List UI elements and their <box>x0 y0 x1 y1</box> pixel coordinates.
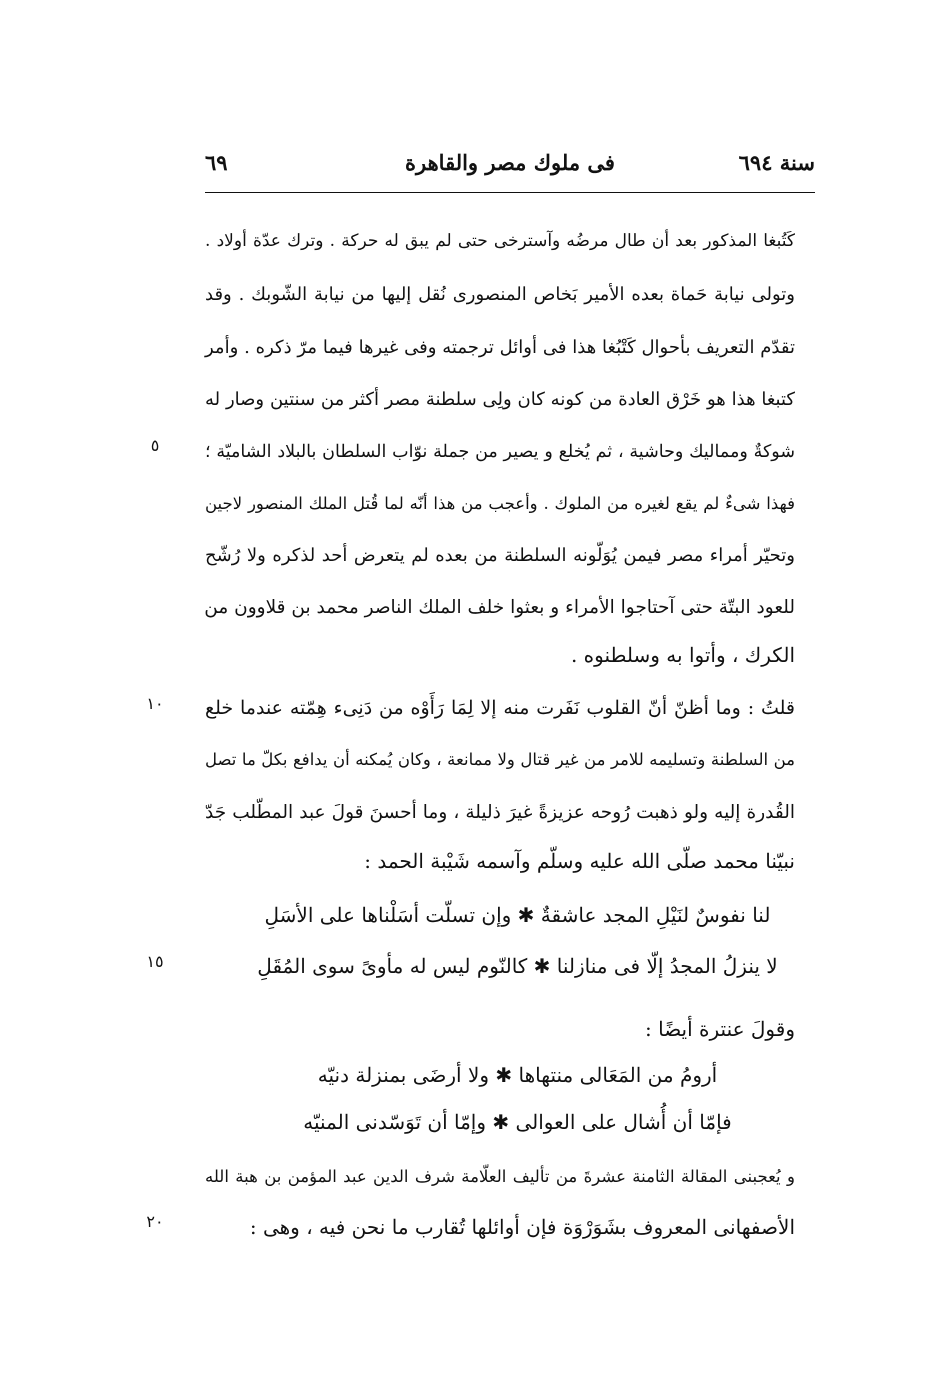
text-line: القُدرة إليه ولو ذهبت رُوحه عزيزةً غيرَ ذليلة ، وما أحسنَ قولَ عبد المطّلب جَدّ <box>205 802 795 823</box>
text-line: كَتُبغا المذكور بعد أن طال مرضُه وآسترخى حتى لم يبق له حركة . وترك عدّة أولاد . <box>205 231 795 251</box>
text-line: فهذا شىءٌ لم يقع لغيره من الملوك . وأعجب من هذا أنّه لما قُتل الملك المنصور لاجين <box>205 494 795 513</box>
line-number: ٢٠ <box>146 1212 164 1231</box>
text-line: نبيّنا محمد صلّى الله عليه وسلّم وآسمه شَيْبة الحمد : <box>364 849 795 873</box>
text-line: الأصفهانى المعروف بشَوَرْوَة فإن أوائلها تُقارب ما نحن فيه ، وهى : <box>249 1215 795 1239</box>
header-title: فى ملوك مصر والقاهرة <box>405 150 615 175</box>
text-line: وقولَ عنترة أيضًا : <box>645 1017 795 1041</box>
page-header <box>205 150 815 190</box>
verse-line: لنا نفوسٌ لنَيْلِ المجد عاشقةٌ ✱ وإن تسلّت أسَلْناها على الأسَلِ <box>264 903 771 927</box>
text-line: وتولى نيابة حَماة بعده الأمير بَخاص المنصورى نُقل إليها من نيابة الشّوبك . وقد <box>205 284 795 305</box>
line-number: ١٥ <box>146 952 164 971</box>
text-line: وتحيّر أمراء مصر فيمن يُوَلّونه السلطنة من بعده لم يتعرض أحد لذكره ولا رُشّح <box>205 545 795 566</box>
page-number: ٦٩ <box>205 150 228 175</box>
text-line: من السلطنة وتسليمه للامر من غير قتال ولا ممانعة ، وكان يُمكنه أن يدافع بكلّ ما تصل <box>205 750 795 769</box>
text-line: شوكةٌ ومماليك وحاشية ، ثم يُخلع و يصير من جملة نوّاب السلطان بالبلاد الشاميّة ؛ <box>205 442 795 462</box>
text-line: للعود البتّة حتى آحتاجوا الأمراء و بعثوا خلف الملك الناصر محمد بن قلاوون من <box>204 597 795 618</box>
text-line: قلتُ : وما أظنّ أنّ القلوب نَفَرت منه إلا لِمَا رَأَوْه من دَنِىء هِمّته عندما خلع <box>205 697 795 719</box>
text-line: كتبغا هذا هو خَرْق العادة من كونه كان ولِى سلطنة مصر أكثر من سنتين وصار له <box>205 389 795 410</box>
header-year: سنة ٦٩٤ <box>738 150 815 175</box>
verse-line: فإمّا أن أُشال على العوالى ✱ وإمّا أن تَوَسّدنى المنيّه <box>303 1110 732 1134</box>
verse-line: لا ينزلُ المجدُ إلّا فى منازلنا ✱ كالنّوم ليس له مأوىً سوى المُقَلِ <box>257 954 778 978</box>
line-number: ١٠ <box>146 694 164 713</box>
text-line: الكرك ، وأتوا به وسلطنوه . <box>570 643 795 667</box>
line-number: ٥ <box>150 436 160 455</box>
verse-line: أرومُ من المَعَالى منتهاها ✱ ولا أرضَى بمنزلة دنيّه <box>317 1063 718 1087</box>
header-rule <box>205 192 815 193</box>
text-line: و يُعجبنى المقالة الثامنة عشرةَ من تأليف العلّامة شرف الدين عبد المؤمن بن هبة الله <box>205 1167 795 1186</box>
text-line: تقدّم التعريف بأحوال كَتْبُغا هذا فى أوائل ترجمته وفى غيرها فيما مرّ ذكره . وأمر <box>205 337 795 358</box>
